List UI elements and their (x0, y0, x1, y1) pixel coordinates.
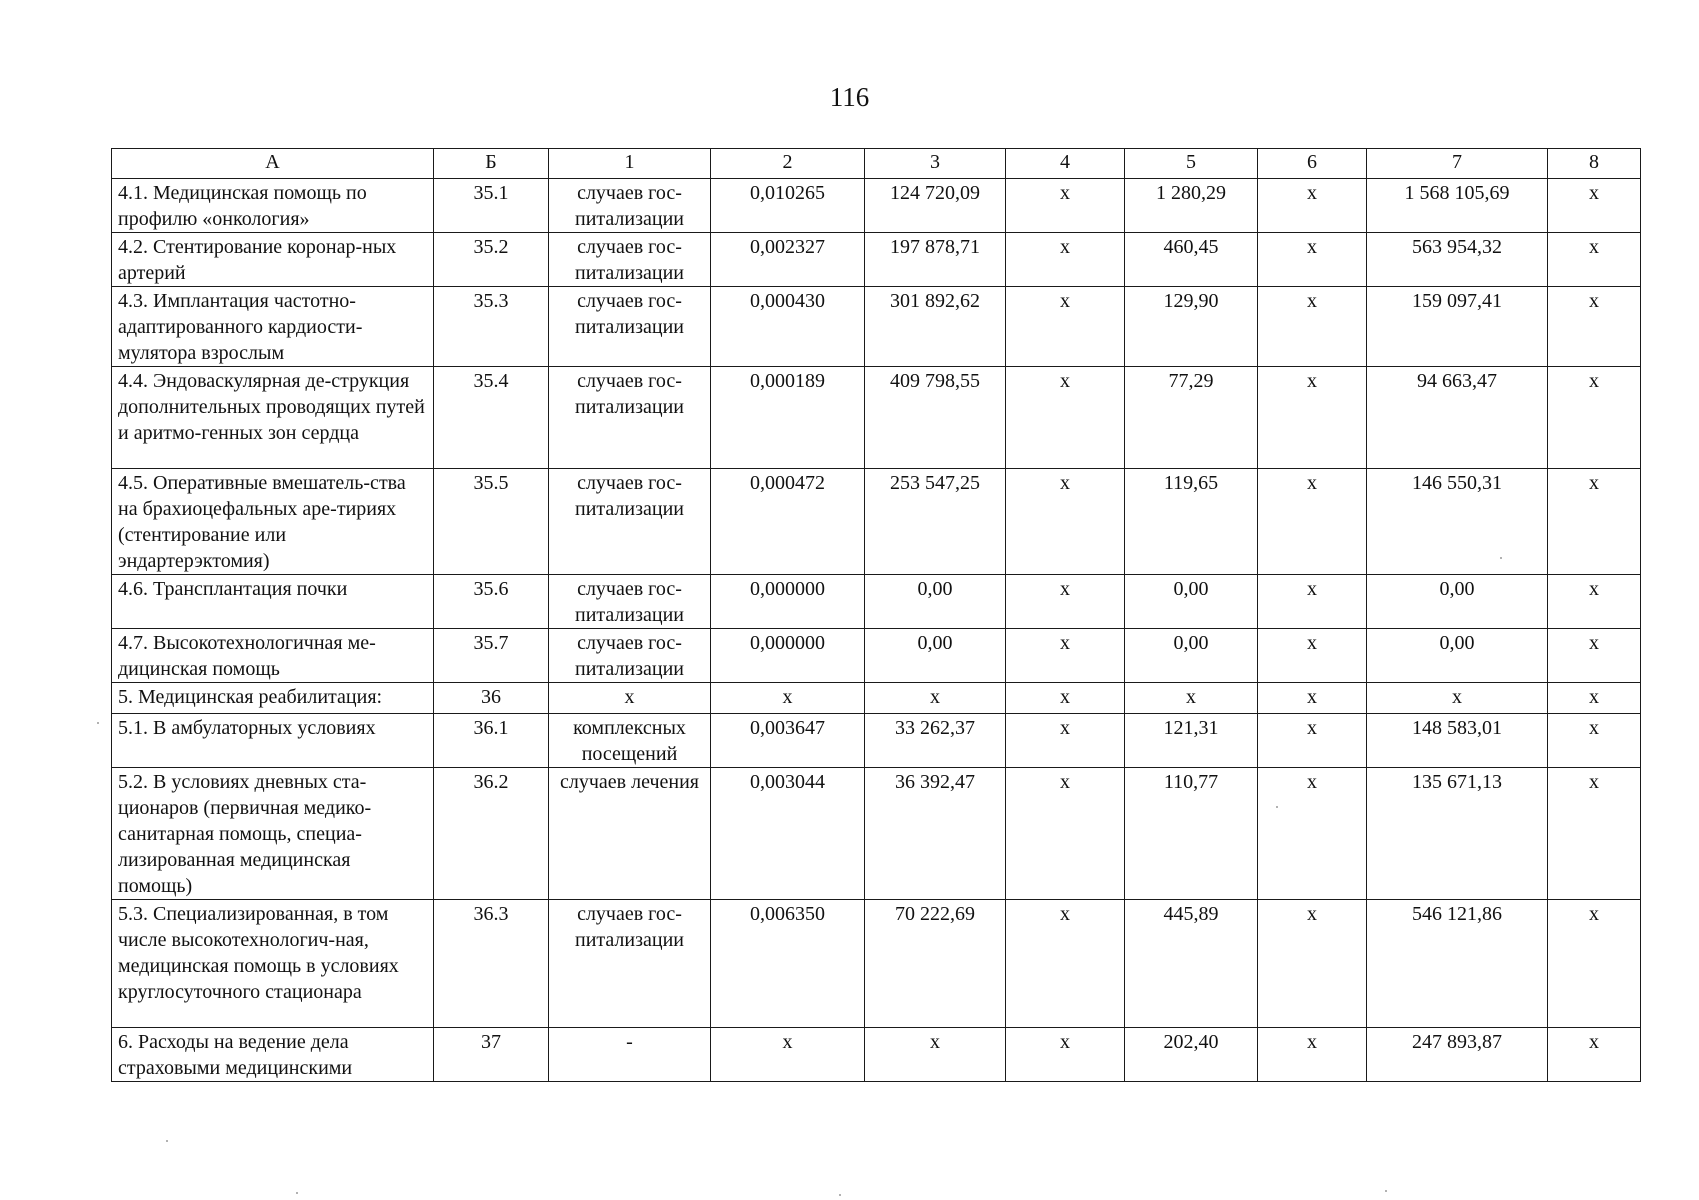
cell-7: 0,00 (1367, 575, 1548, 629)
scan-speck (1500, 557, 1502, 559)
cell-6: x (1258, 900, 1367, 1028)
cell-6: x (1258, 575, 1367, 629)
cell-5: 0,00 (1125, 575, 1258, 629)
header-cell-3: 3 (865, 149, 1006, 179)
cell-b: 36.2 (434, 768, 549, 900)
cell-7: x (1367, 683, 1548, 714)
cell-4: x (1006, 768, 1125, 900)
header-cell-1: 1 (549, 149, 711, 179)
cell-3: 253 547,25 (865, 469, 1006, 575)
cell-6: x (1258, 287, 1367, 367)
cell-a: 5.2. В условиях дневных ста-ционаров (первичная медико-санитарная помощь, специа-лизированная медицинская помощь) (112, 768, 434, 900)
cell-3: 197 878,71 (865, 233, 1006, 287)
cell-2: 0,000189 (711, 367, 865, 469)
header-cell-7: 7 (1367, 149, 1548, 179)
cell-5: 0,00 (1125, 629, 1258, 683)
cell-4: x (1006, 714, 1125, 768)
table-row (112, 367, 1641, 469)
table-row (112, 287, 1641, 367)
cell-7: 247 893,87 (1367, 1028, 1548, 1082)
cell-a: 4.7. Высокотехнологичная ме-дицинская помощь (112, 629, 434, 683)
cell-2: 0,003044 (711, 768, 865, 900)
cell-3: x (865, 1028, 1006, 1082)
cell-7: 146 550,31 (1367, 469, 1548, 575)
cell-6: x (1258, 629, 1367, 683)
cell-2: 0,000000 (711, 575, 865, 629)
scan-speck (166, 1140, 168, 1142)
cell-3: 409 798,55 (865, 367, 1006, 469)
cell-2: 0,002327 (711, 233, 865, 287)
cell-a: 4.1. Медицинская помощь по профилю «онкология» (112, 179, 434, 233)
cell-2: x (711, 1028, 865, 1082)
header-cell-a: А (112, 149, 434, 179)
cell-1: случаев гос-питализации (549, 287, 711, 367)
cell-8: x (1548, 714, 1641, 768)
cell-a: 5.3. Специализированная, в том числе высокотехнологич-ная, медицинская помощь в условиях круглосуточного стационара (112, 900, 434, 1028)
data-table (111, 148, 1641, 1082)
cell-a: 4.5. Оперативные вмешатель-ства на брахиоцефальных аре-тириях (стентирование или эндартерэктомия) (112, 469, 434, 575)
cell-1: случаев гос-питализации (549, 575, 711, 629)
cell-3: 36 392,47 (865, 768, 1006, 900)
cell-1: - (549, 1028, 711, 1082)
cell-1: случаев гос-питализации (549, 629, 711, 683)
cell-a: 6. Расходы на ведение дела страховыми медицинскими (112, 1028, 434, 1082)
cell-7: 94 663,47 (1367, 367, 1548, 469)
cell-6: x (1258, 367, 1367, 469)
cell-5: 77,29 (1125, 367, 1258, 469)
cell-6: x (1258, 683, 1367, 714)
cell-5: 110,77 (1125, 768, 1258, 900)
cell-b: 37 (434, 1028, 549, 1082)
cell-7: 135 671,13 (1367, 768, 1548, 900)
cell-1: случаев гос-питализации (549, 233, 711, 287)
scan-speck (97, 722, 99, 724)
cell-b: 35.2 (434, 233, 549, 287)
cell-4: x (1006, 287, 1125, 367)
cell-8: x (1548, 367, 1641, 469)
cell-8: x (1548, 287, 1641, 367)
scan-speck (296, 1192, 298, 1194)
cell-8: x (1548, 683, 1641, 714)
cell-5: 129,90 (1125, 287, 1258, 367)
cell-3: 124 720,09 (865, 179, 1006, 233)
header-cell-8: 8 (1548, 149, 1641, 179)
cell-b: 35.4 (434, 367, 549, 469)
cell-7: 563 954,32 (1367, 233, 1548, 287)
cell-4: x (1006, 179, 1125, 233)
cell-7: 0,00 (1367, 629, 1548, 683)
cell-1: случаев лечения (549, 768, 711, 900)
cell-3: 70 222,69 (865, 900, 1006, 1028)
scan-speck (1385, 1190, 1387, 1192)
cell-5: x (1125, 683, 1258, 714)
cell-8: x (1548, 469, 1641, 575)
header-cell-4: 4 (1006, 149, 1125, 179)
cell-2: 0,010265 (711, 179, 865, 233)
cell-2: 0,000000 (711, 629, 865, 683)
table-row (112, 179, 1641, 233)
header-row (112, 149, 1641, 179)
cell-b: 35.3 (434, 287, 549, 367)
cell-2: 0,006350 (711, 900, 865, 1028)
cell-4: x (1006, 629, 1125, 683)
table-body (112, 179, 1641, 1082)
cell-8: x (1548, 1028, 1641, 1082)
table-row (112, 469, 1641, 575)
cell-8: x (1548, 575, 1641, 629)
table-row (112, 714, 1641, 768)
table-row (112, 900, 1641, 1028)
page-number: 116 (829, 82, 870, 112)
cell-b: 36.1 (434, 714, 549, 768)
cell-3: x (865, 683, 1006, 714)
cell-1: случаев гос-питализации (549, 179, 711, 233)
cell-4: x (1006, 1028, 1125, 1082)
cell-5: 445,89 (1125, 900, 1258, 1028)
scan-speck (839, 1194, 841, 1196)
cell-8: x (1548, 179, 1641, 233)
cell-1: случаев гос-питализации (549, 900, 711, 1028)
cell-4: x (1006, 683, 1125, 714)
table-row (112, 1028, 1641, 1082)
cell-1: комплексных посещений (549, 714, 711, 768)
cell-a: 4.3. Имплантация частотно-адаптированного кардиости-мулятора взрослым (112, 287, 434, 367)
cell-2: 0,000472 (711, 469, 865, 575)
cell-8: x (1548, 900, 1641, 1028)
header-cell-2: 2 (711, 149, 865, 179)
cell-5: 202,40 (1125, 1028, 1258, 1082)
cell-1: случаев гос-питализации (549, 367, 711, 469)
header-cell-6: 6 (1258, 149, 1367, 179)
table-row (112, 683, 1641, 714)
cell-5: 460,45 (1125, 233, 1258, 287)
cell-b: 36.3 (434, 900, 549, 1028)
cell-b: 35.1 (434, 179, 549, 233)
cell-a: 5. Медицинская реабилитация: (112, 683, 434, 714)
table-row (112, 233, 1641, 287)
header-cell-5: 5 (1125, 149, 1258, 179)
cell-3: 0,00 (865, 575, 1006, 629)
cell-a: 4.2. Стентирование коронар-ных артерий (112, 233, 434, 287)
header-cell-b: Б (434, 149, 549, 179)
cell-b: 35.6 (434, 575, 549, 629)
cell-5: 121,31 (1125, 714, 1258, 768)
cell-a: 5.1. В амбулаторных условиях (112, 714, 434, 768)
cell-1: x (549, 683, 711, 714)
cell-5: 119,65 (1125, 469, 1258, 575)
cell-4: x (1006, 575, 1125, 629)
cell-7: 159 097,41 (1367, 287, 1548, 367)
cell-4: x (1006, 900, 1125, 1028)
cell-b: 35.7 (434, 629, 549, 683)
cell-6: x (1258, 179, 1367, 233)
cell-7: 546 121,86 (1367, 900, 1548, 1028)
cell-6: x (1258, 233, 1367, 287)
cell-4: x (1006, 233, 1125, 287)
cell-3: 0,00 (865, 629, 1006, 683)
cell-7: 148 583,01 (1367, 714, 1548, 768)
cell-4: x (1006, 469, 1125, 575)
cell-3: 301 892,62 (865, 287, 1006, 367)
cell-1: случаев гос-питализации (549, 469, 711, 575)
cell-8: x (1548, 629, 1641, 683)
cell-2: x (711, 683, 865, 714)
cell-5: 1 280,29 (1125, 179, 1258, 233)
cell-2: 0,003647 (711, 714, 865, 768)
cell-a: 4.4. Эндоваскулярная де-струкция дополнительных проводящих путей и аритмо-генных зон сердца (112, 367, 434, 469)
cell-6: x (1258, 768, 1367, 900)
cell-a: 4.6. Трансплантация почки (112, 575, 434, 629)
cell-7: 1 568 105,69 (1367, 179, 1548, 233)
cell-b: 35.5 (434, 469, 549, 575)
cell-4: x (1006, 367, 1125, 469)
table-row (112, 768, 1641, 900)
table-row (112, 575, 1641, 629)
cell-2: 0,000430 (711, 287, 865, 367)
cell-6: x (1258, 714, 1367, 768)
cell-6: x (1258, 1028, 1367, 1082)
cell-6: x (1258, 469, 1367, 575)
cell-8: x (1548, 768, 1641, 900)
cell-3: 33 262,37 (865, 714, 1006, 768)
cell-b: 36 (434, 683, 549, 714)
cell-8: x (1548, 233, 1641, 287)
scan-speck (1276, 806, 1278, 808)
table-row (112, 629, 1641, 683)
